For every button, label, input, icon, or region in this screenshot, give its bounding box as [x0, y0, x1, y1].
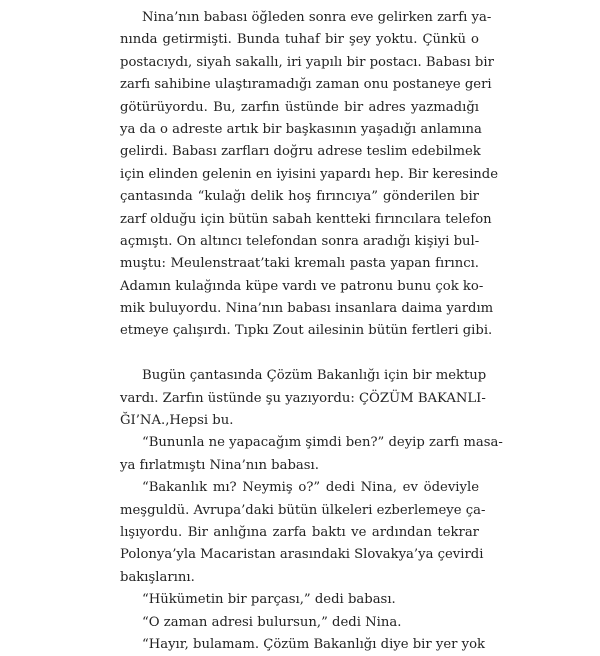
text-line: için elinden gelenin en iyisini yapardı hep. Bir keresinde: [120, 166, 499, 182]
paragraph-spacer: [120, 343, 479, 365]
text-line: Bugün çantasında Çözüm Bakanlığı için bir mektup: [142, 368, 487, 384]
paragraph: [120, 634, 486, 656]
text-line: Adamın kulağında küpe vardı ve patronu bunu çok ko-: [120, 278, 484, 294]
body-text: [120, 7, 503, 656]
paragraph: [120, 612, 479, 634]
text-line: vardı. Zarfın üstünde şu yazıyordu: ÇÖZÜM BAKANLI-: [120, 390, 486, 406]
text-line: “Bakanlık mı? Neymiş o?” dedi Nina, ev ödeviyle: [142, 480, 479, 496]
text-line: nında getirmişti. Bunda tuhaf bir şey yoktu. Çünkü o: [120, 32, 479, 48]
text-line: açmıştı. On altıncı telefondan sonra aradığı kişiyi bul-: [120, 233, 480, 249]
text-line: muştu: Meulenstraat’taki kremalı pasta yapan fırıncı.: [120, 256, 479, 272]
paragraph: [120, 7, 499, 343]
text-line: ĞI’NA.,Hepsi bu.: [120, 413, 234, 429]
text-line: etmeye çalışırdı. Tıpkı Zout ailesinin bütün fertleri gibi.: [120, 323, 493, 339]
text-line: “Bununla ne yapacağım şimdi ben?” deyip zarfı masa-: [142, 435, 503, 451]
text-line: ya da o adreste artık bir başkasının yaşadığı anlamına: [120, 121, 482, 137]
text-line: postacıydı, siyah sakallı, iri yapılı bir postacı. Babası bir: [120, 54, 494, 70]
text-line: gelirdi. Babası zarfları doğru adrese teslim edebilmek: [120, 144, 481, 160]
text-line: lışıyordu. Bir anlığına zarfa baktı ve ardından tekrar: [120, 524, 479, 540]
text-line: zarfı sahibine ulaştıramadığı zaman onu postaneye geri: [120, 77, 492, 93]
text-line: götürüyordu. Bu, zarfın üstünde bir adres yazmadığı: [120, 99, 479, 115]
text-line: Polonya’yla Macaristan arasındaki Slovakya’ya çevirdi: [120, 547, 484, 563]
paragraph: [120, 477, 486, 589]
text-line: meşguldü. Avrupa’daki bütün ülkeleri ezberlemeye ça-: [120, 502, 486, 518]
paragraph: [120, 589, 479, 611]
text-line: ya fırlatmıştı Nina’nın babası.: [120, 457, 319, 473]
text-line: Nina’nın babası öğleden sonra eve gelirken zarfı ya-: [142, 10, 492, 25]
text-line: zarf olduğu için bütün sabah kentteki fırıncılara telefon: [120, 211, 492, 227]
text-line: “Hükümetin bir parçası,” dedi babası.: [142, 592, 396, 608]
paragraph: [120, 432, 503, 477]
text-line: bakışlarını.: [120, 569, 195, 585]
text-line: mik buluyordu. Nina’nın babası insanlara daima yardım: [120, 301, 494, 317]
text-line: “O zaman adresi bulursun,” dedi Nina.: [142, 614, 402, 630]
text-line: “Hayır, bulamam. Çözüm Bakanlığı diye bir yer yok: [142, 636, 486, 652]
text-line: çantasında “kulağı delik hoş fırıncıya” gönderilen bir: [120, 189, 479, 205]
paragraph: [120, 365, 487, 432]
